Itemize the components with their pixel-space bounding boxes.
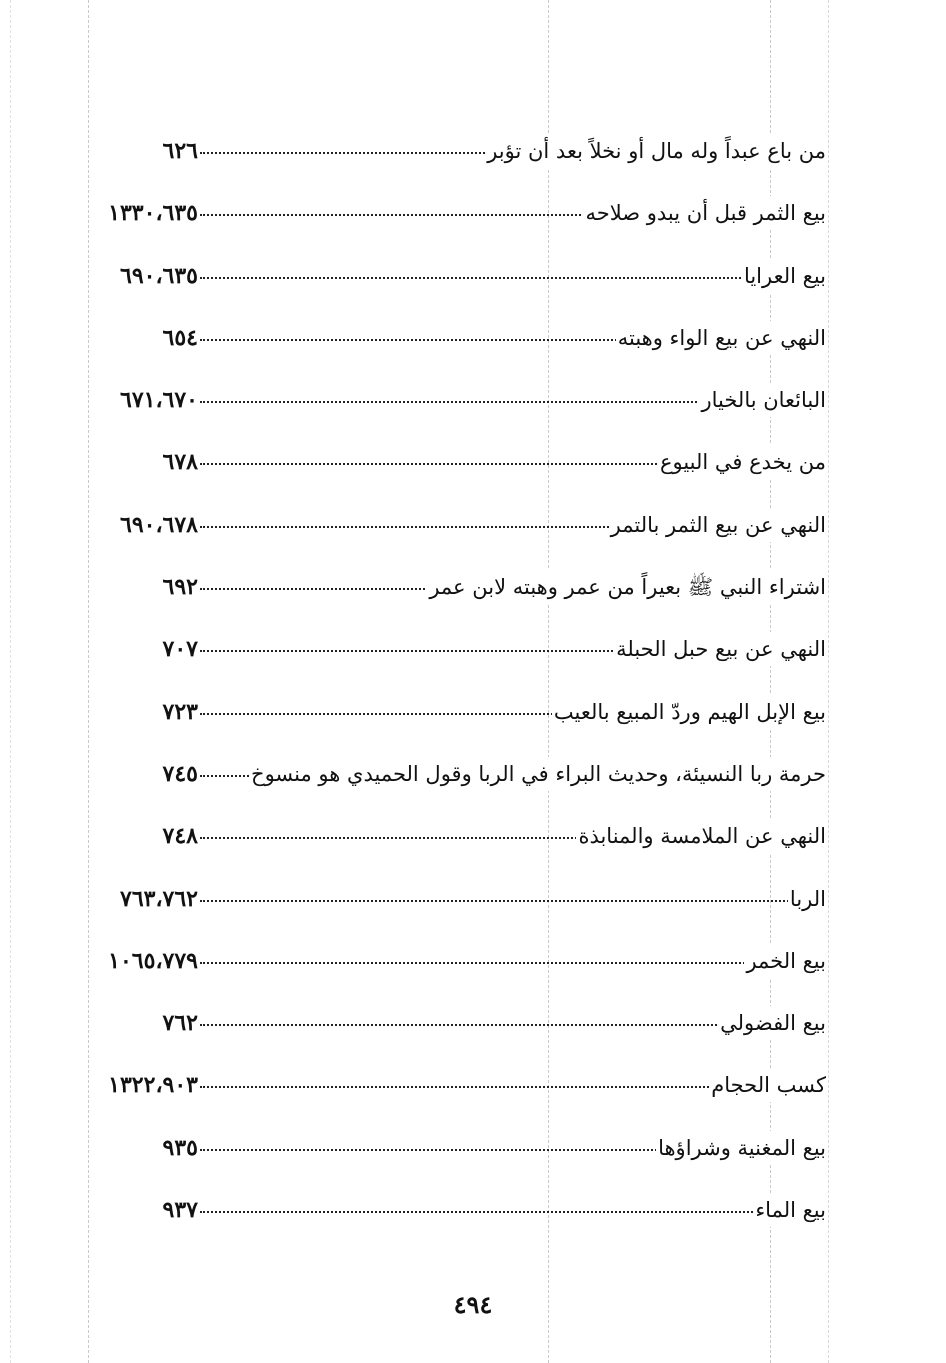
toc-entry-title: بيع العرايا — [742, 259, 826, 293]
toc-entry-title: من باع عبداً وله مال أو نخلاً بعد أن تؤبر — [485, 134, 826, 168]
toc-entry — [60, 747, 830, 809]
toc-entry — [60, 934, 830, 996]
toc-entry-title: النهي عن بيع الواء وهبته — [616, 321, 826, 355]
toc-entry-pages: ٦٧٨ — [162, 449, 198, 476]
toc-entry-pages: ١٣٢٢،٩٠٣ — [108, 1072, 198, 1099]
toc-entry — [60, 1121, 830, 1183]
toc-entry-pages: ٩٣٥ — [162, 1134, 198, 1161]
toc-entry — [60, 498, 830, 560]
toc-entry — [60, 996, 830, 1058]
toc-entry-pages: ٦٧١،٦٧٠ — [120, 387, 198, 414]
toc-entry-pages: ٧٤٨ — [162, 823, 198, 850]
scan-guide-line — [10, 0, 11, 1363]
toc-entry — [60, 186, 830, 248]
toc-entry-pages: ٦٢٦ — [162, 138, 198, 164]
toc-entry — [60, 685, 830, 747]
toc-entry-pages: ١٠٦٥،٧٧٩ — [108, 947, 198, 974]
toc-entry — [60, 1183, 830, 1245]
toc-entry-title: حرمة ربا النسيئة، وحديث البراء في الربا وقول الحميدي هو منسوخ — [249, 757, 826, 791]
toc-entry — [60, 124, 830, 186]
toc-entry — [60, 809, 830, 871]
toc-entry-title: النهي عن الملامسة والمنابذة — [576, 819, 826, 853]
toc-entry-pages: ٩٣٧ — [162, 1197, 198, 1224]
toc-entry — [60, 249, 830, 311]
toc-entry — [60, 373, 830, 435]
toc-entry-title: اشتراء النبي ﷺ بعيراً من عمر وهبته لابن عمر — [427, 570, 826, 604]
toc-entry — [60, 311, 830, 373]
toc-entry-title: البائعان بالخيار — [699, 383, 826, 417]
toc-entry — [60, 435, 830, 497]
toc-entry-title: الربا — [788, 882, 826, 916]
toc-entry-title: من يخدع في البيوع — [658, 445, 826, 479]
toc-entry-pages: ٧٢٣ — [162, 698, 198, 725]
toc-entry-pages: ٦٩٢ — [162, 574, 198, 601]
toc-entry-title: بيع الثمر قبل أن يبدو صلاحه — [583, 196, 826, 230]
toc-entry-title: كسب الحجام — [709, 1068, 826, 1102]
toc-entry — [60, 1058, 830, 1120]
toc-entry-pages: ٦٥٤ — [162, 324, 198, 351]
toc-entry-pages: ٦٩٠،٦٣٥ — [120, 262, 198, 289]
toc-entry — [60, 872, 830, 934]
toc-entry-pages: ٧٤٥ — [162, 760, 198, 787]
toc-entry-pages: ٦٩٠،٦٧٨ — [120, 511, 198, 538]
toc-entry — [60, 622, 830, 684]
toc-entry-title: بيع الإبل الهيم وردّ المبيع بالعيب — [552, 695, 826, 729]
toc-entry-title: النهي عن بيع الثمر بالتمر — [609, 508, 826, 542]
toc-entry-pages: ٧٦٢ — [162, 1010, 198, 1037]
toc-entry-title: بيع المغنية وشراؤها — [656, 1131, 826, 1165]
toc-entry-title: النهي عن بيع حبل الحبلة — [614, 632, 826, 666]
dot-leader — [200, 1211, 820, 1213]
dot-leader — [200, 277, 820, 279]
toc-entry — [60, 560, 830, 622]
dot-leader — [200, 900, 820, 902]
toc-entry-title: بيع الفضولي — [718, 1006, 826, 1040]
toc-entry-pages: ١٣٣٠،٦٣٥ — [108, 200, 198, 227]
toc-entry-pages: ٧٦٣،٧٦٢ — [120, 885, 198, 912]
toc-entry-pages: ٧٠٧ — [162, 636, 198, 663]
toc-list — [60, 124, 830, 1245]
dot-leader — [200, 962, 820, 964]
page-number: ٤٩٤ — [453, 1290, 493, 1319]
toc-entry-title: بيع الماء — [753, 1193, 826, 1227]
toc-entry-title: بيع الخمر — [744, 944, 826, 978]
